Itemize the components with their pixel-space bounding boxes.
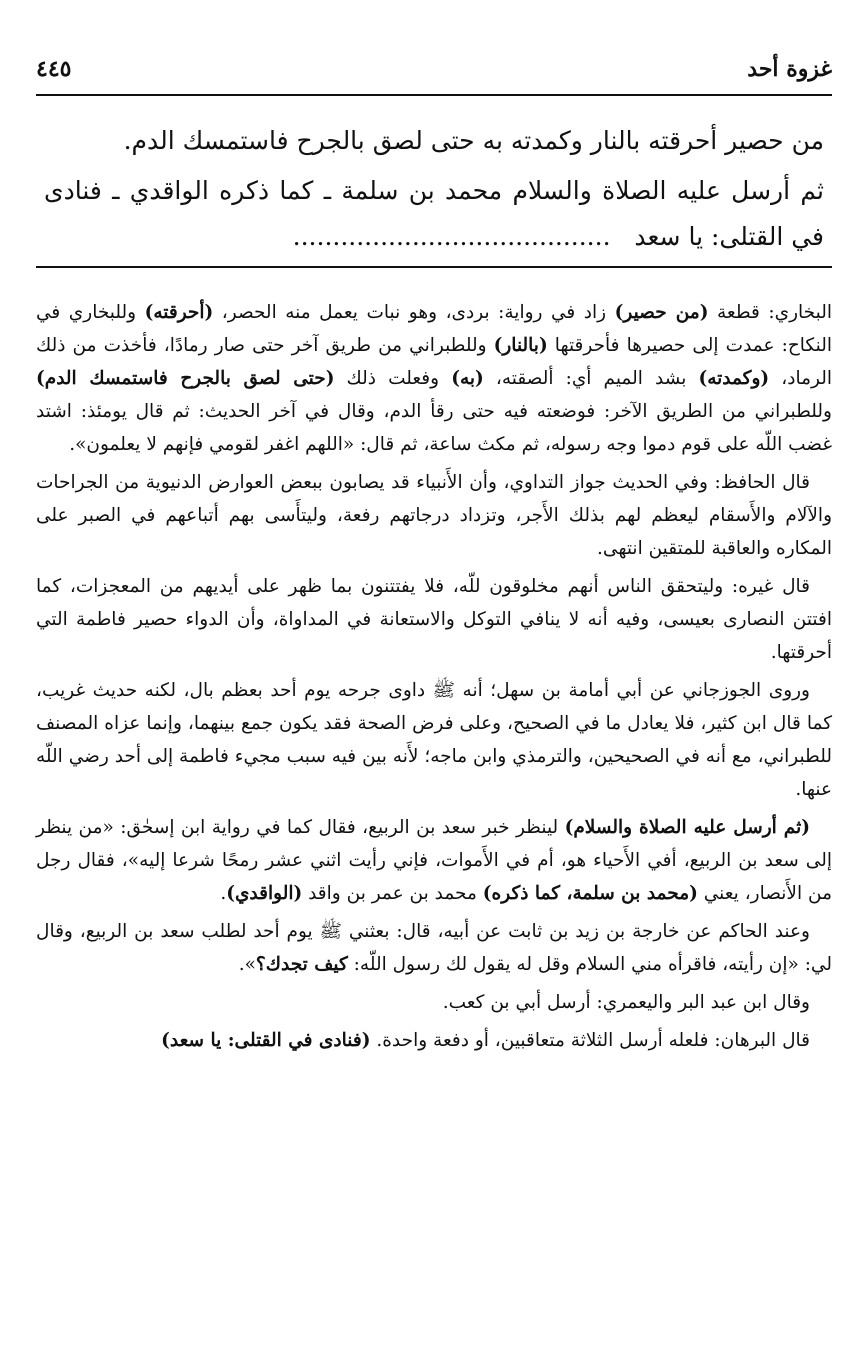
commentary-paragraph <box>36 296 832 461</box>
text-run: وللطبراني من الطريق الآخر: فوضعته فيه حتى رقأ الدم، وقال في آخر الحديث: ثم قال يومئذ: اشتد غضب اللّه على قوم دموا وجه رسوله، ثم مكث ساعة، ثم قال: «اللهم اغفر لقومي فإنهم لا يعلمون». <box>36 401 832 455</box>
text-run: لينظر خبر سعد بن الربيع، فقال كما في رواية ابن إسحٰق: «من ينظر إلى سعد بن الربيع، أفي الأَحياء هو، أم في الأَموات، فإني رأيت اثني عشر رمحًا شرعا إليه»، فقال رجل من الأَنصار، يعني <box>36 817 832 904</box>
main-text-line-content: ثم أرسل عليه الصلاة والسلام محمد بن سلمة ـ كما ذكره الواقدي ـ فنادى في القتلى: يا سعد <box>44 176 824 251</box>
text-run: بشد الميم أي: ألصقته، <box>483 368 699 389</box>
commentary-paragraph: وروى الجوزجاني عن أبي أمامة بن سهل؛ أنه ﷺ داوى جرحه يوم أحد بعظم بال، لكنه حديث غريب، كما قال ابن كثير، فلا يعادل ما في الصحيح، وعلى فرض الصحة فقد يكون جمع بينهما، وإنما عزاه المصنف للطبراني، مع أنه في الصحيحين، والترمذي وابن ماجه؛ لأَنه بين فيه سبب مجيء فاطمة إلى أحد رضي اللّه عنها. <box>36 680 832 800</box>
quoted-phrase: (بالنار) <box>493 335 548 356</box>
text-run: وللبخاري في النكاح: عمدت إلى حصيرها فأحرقتها <box>36 302 832 356</box>
quoted-phrase: (وكمدته) <box>698 368 770 389</box>
commentary-text <box>36 296 832 1062</box>
commentary-paragraph: وقال ابن عبد البر واليعمري: أرسل أبي بن كعب. <box>442 992 810 1013</box>
main-text <box>44 118 824 264</box>
quoted-phrase: (أحرقته) <box>144 302 214 323</box>
quoted-phrase: (الواقدي) <box>226 883 303 904</box>
commentary-paragraph: قال الحافظ: وفي الحديث جواز التداوي، وأن الأَنبياء قد يصابون ببعض العوارض الدنيوية من الجراحات والآلام والأَسقام ليعظم لهم بذلك الأَجر، وتزداد درجاتهم رفعة، وليتأَسى بهم أتباعهم في الصبر على المكاره والعاقبة للمتقين انتهى. <box>36 472 832 559</box>
commentary-paragraph <box>36 915 832 981</box>
chapter-title: غزوة أحد <box>747 56 832 82</box>
text-run: وفعلت ذلك <box>334 368 452 389</box>
commentary-paragraph: قال غيره: وليتحقق الناس أنهم مخلوقون للّه، فلا يفتتنون بما ظهر على أيديهم من المعجزات، كما افتتن النصارى بعيسى، وفيه أنه لا ينافي التوكل والاستعانة في المداواة، وأن الدواء حصير فاطمة التي أحرقتها. <box>36 576 832 663</box>
quoted-phrase: كيف تجدك؟ <box>255 954 348 975</box>
separator-rule <box>36 266 832 268</box>
quoted-phrase: (به) <box>451 368 484 389</box>
page-number: ٤٤٥ <box>36 56 72 82</box>
main-text-line <box>44 168 824 260</box>
ellipsis-dots: ........................................ <box>292 222 611 251</box>
text-run: ». <box>238 954 256 975</box>
quoted-phrase: (من حصير) <box>614 302 709 323</box>
quoted-phrase: (ثم أرسل عليه الصلاة والسلام) <box>564 817 810 838</box>
text-run: البخاري: قطعة <box>708 302 832 323</box>
quoted-phrase: (حتى لصق بالجرح فاستمسك الدم) <box>36 368 335 389</box>
text-run: وللطبراني من طريق آخر حتى صار رمادًا، فأخذت من ذلك الرماد، <box>36 335 832 389</box>
commentary-paragraph <box>36 1024 832 1057</box>
running-head <box>36 52 832 86</box>
header-rule <box>36 94 832 96</box>
quoted-phrase: (فنادى في القتلى: يا سعد) <box>161 1030 371 1051</box>
text-run: . <box>220 883 227 904</box>
text-run: زاد في رواية: بردى، وهو نبات يعمل منه الحصر، <box>213 302 615 323</box>
text-run: قال البرهان: فلعله أرسل الثلاثة متعاقبين، أو دفعة واحدة. <box>370 1030 810 1051</box>
commentary-paragraph <box>36 811 832 910</box>
quoted-phrase: (محمد بن سلمة، كما ذكره) <box>482 883 698 904</box>
main-text-line: من حصير أحرقته بالنار وكمدته به حتى لصق بالجرح فاستمسك الدم. <box>123 126 824 155</box>
text-run: محمد بن عمر بن واقد <box>302 883 483 904</box>
text-run: وعند الحاكم عن خارجة بن زيد بن ثابت عن أبيه، قال: بعثني ﷺ يوم أحد لطلب سعد بن الربيع، وقال لي: «إن رأيته، فاقرأه مني السلام وقل له يقول لك رسول اللّه: <box>36 921 832 975</box>
